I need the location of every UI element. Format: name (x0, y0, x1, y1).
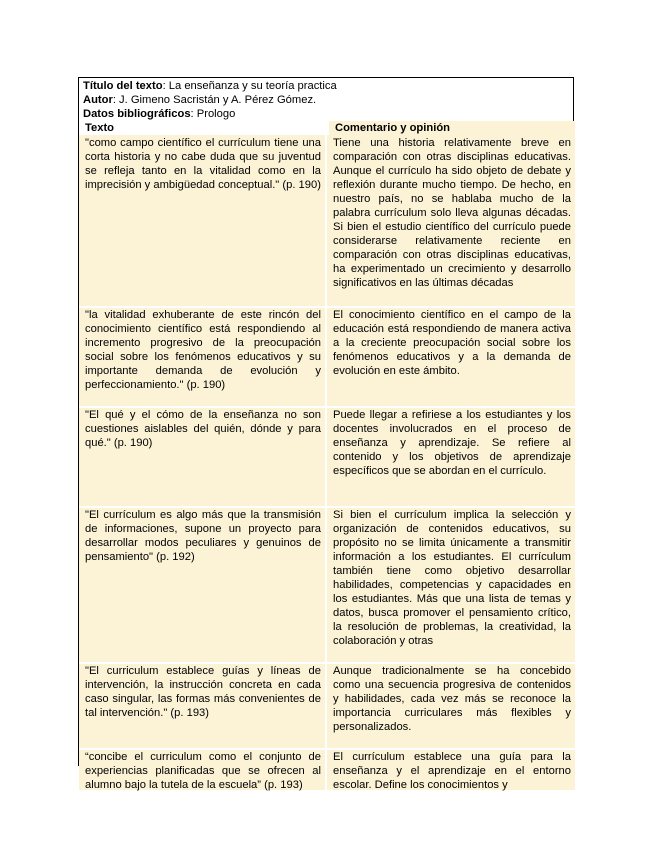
table-cell-text: "como campo científico el currículum tiene una corta historia y no cabe duda que su juventud se refleja tanto en la vitalidad como en la imprecisión y ambigüedad conceptual." (p. 190) (79, 135, 327, 308)
biblio-label: Datos bibliográficos (83, 108, 191, 120)
table-cell-comment: Si bien el currículum implica la selección y organización de contenidos educativos, su propósito no se limita únicamente a transmitir información a los estudiantes. El currículum también tiene como objetivo desarrollar habilidades, competencias y capacidades en los estudiantes. Más que una lista de temas y datos, busca promover el pensamiento crítico, la resolución de problemas, la creatividad, la colaboración y otras (327, 508, 575, 664)
table-cell-text: "la vitalidad exhuberante de este rincón del conocimiento científico está respondiendo al incremento progresivo de la preocupación social sobre los fenómenos educativos y su importante demanda de evolución y perfeccionamiento." (p. 190) (79, 308, 327, 408)
table-cell-text: “concibe el curriculum como el conjunto de experiencias planificadas que se ofrecen al alumno bajo la tutela de la escuela” (p. 193) (79, 750, 327, 792)
table-cell-comment: Puede llegar a refiriese a los estudiantes y los docentes involucrados en el proceso de enseñanza y aprendizaje. Se refiere al contenido y los objetivos de aprendizaje específicos que se abordan en el currículo. (327, 408, 575, 508)
document-header (79, 78, 573, 121)
column-header-comment: Comentario y opinión (327, 121, 575, 135)
column-header-text: Texto (85, 122, 115, 134)
table-cell-text: "El currículum es algo más que la transmisión de informaciones, supone un proyecto para desarrollar modos peculiares y genuinos de pensamiento" (p. 192) (79, 508, 327, 664)
table-cell-comment: Aunque tradicionalmente se ha concebido como una secuencia progresiva de contenidos y habilidades, cada vez más se reconoce la importancia curriculares más flexibles y personalizados. (327, 664, 575, 750)
author-value: : J. Gimeno Sacristán y A. Pérez Gómez. (112, 94, 317, 106)
title-label: Título del texto (83, 80, 163, 92)
table-body (79, 135, 573, 792)
document-table (78, 77, 574, 791)
table-cell-comment: Tiene una historia relativamente breve en comparación con otras disciplinas educativas. Aunque el currículo ha sido objeto de debate y reflexión durante mucho tiempo. De hecho, en nuestro país, no se hablaba mucho de la palabra currículum solo lleva algunas décadas. Si bien el estudio científico del currículo puede considerarse relativamente reciente en comparación con otras disciplinas educativas, ha experimentado un crecimiento y desarrollo significativos en las últimas décadas (327, 135, 575, 308)
biblio-value: : Prologo (190, 108, 236, 120)
biblio-line (83, 107, 570, 121)
title-value: : La enseñanza y su teoría practica (162, 80, 337, 92)
table-cell-comment: El conocimiento científico en el campo de la educación está respondiendo de manera activa a la creciente preocupación social sobre los fenómenos educativos y a la demanda de evolución en este ámbito. (327, 308, 575, 408)
author-line (83, 93, 570, 107)
table-cell-text: "El curriculum establece guías y líneas de intervención, la instrucción concreta en cada caso singular, las formas más convenientes de tal intervención." (p. 193) (79, 664, 327, 750)
title-line (83, 79, 570, 93)
column-headers (79, 121, 573, 135)
author-label: Autor (83, 94, 113, 106)
table-cell-text: "El qué y el cómo de la enseñanza no son cuestiones aislables del quién, dónde y para qué." (p. 190) (79, 408, 327, 508)
table-cell-comment: El currículum establece una guía para la enseñanza y el aprendizaje en el entorno escolar. Define los conocimientos y (327, 750, 575, 792)
